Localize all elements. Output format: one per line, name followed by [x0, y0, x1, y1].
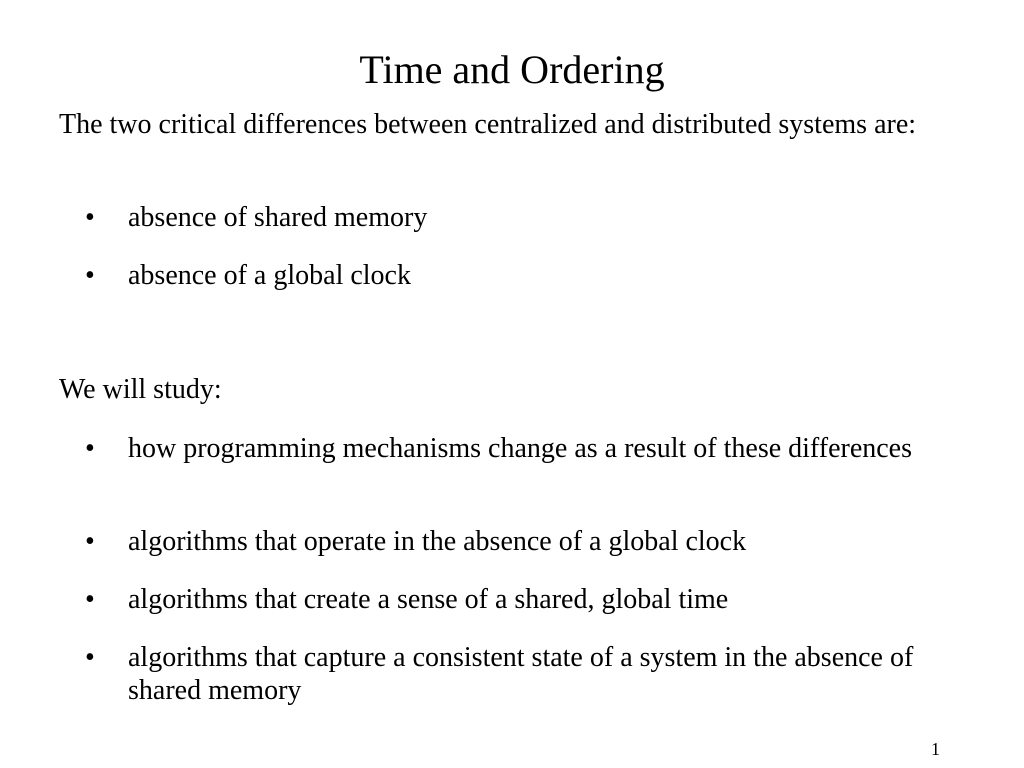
bullet-text: absence of shared memory — [128, 202, 428, 233]
bullet-point: • — [85, 260, 95, 291]
intro-paragraph: The two critical differences between centralized and distributed systems are: — [59, 109, 917, 140]
bullet-text: how programming mechanisms change as a result of these differences — [128, 433, 912, 464]
page-number: 1 — [931, 739, 940, 759]
bullet-point: • — [85, 202, 95, 233]
bullet-point: • — [85, 642, 95, 673]
bullet-point: • — [85, 433, 95, 464]
bullet-text: algorithms that capture a consistent state of a system in the absence of shared memory — [128, 642, 914, 706]
bullet-text: algorithms that create a sense of a shared, global time — [128, 584, 729, 615]
slide-title: Time and Ordering — [359, 47, 665, 92]
bullet-point: • — [85, 526, 95, 557]
study-heading: We will study: — [59, 374, 222, 405]
bullet-text: algorithms that operate in the absence of a global clock — [128, 526, 747, 557]
bullet-text: absence of a global clock — [128, 260, 411, 291]
bullet-point: • — [85, 584, 95, 615]
